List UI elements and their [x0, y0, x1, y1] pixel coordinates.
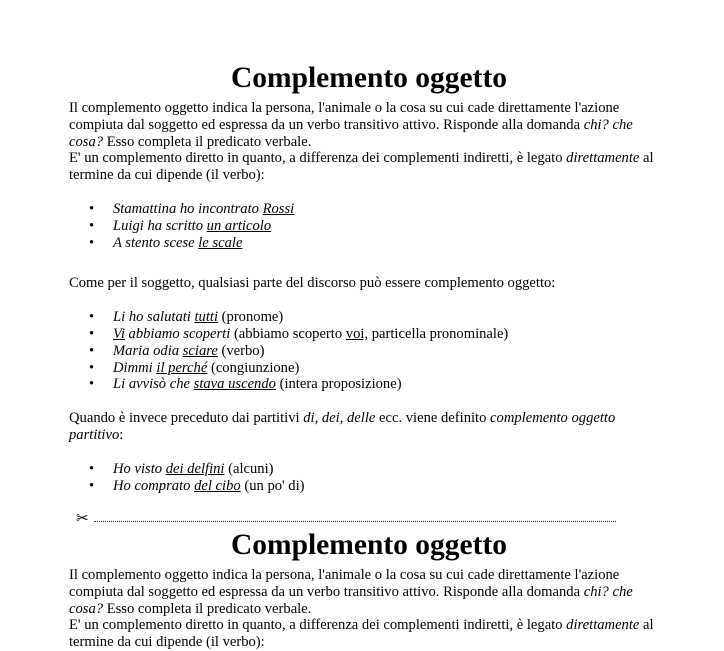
direct-object: del cibo	[194, 477, 241, 494]
list-item	[69, 376, 669, 393]
document-copy-1	[69, 61, 669, 494]
example-note: particella pronominale)	[368, 325, 509, 342]
example-note: (alcuni)	[224, 460, 274, 477]
bullet: •	[89, 460, 95, 477]
list-item	[69, 309, 669, 326]
direct-object: tutti	[194, 309, 219, 326]
examples-list-3	[69, 461, 669, 495]
example-text: Li ho salutati	[113, 309, 195, 326]
direct-object: Vi	[113, 325, 125, 342]
intro-text: Esso completa il predicato verbale.	[103, 133, 312, 150]
partitive-text: :	[119, 426, 124, 443]
bullet: •	[89, 376, 95, 393]
example-note-underlined: voi,	[345, 325, 369, 342]
intro-question: chi? che cosa?	[69, 116, 633, 150]
direct-object: stava uscendo	[193, 376, 276, 393]
list-item	[69, 461, 669, 478]
intro-text: Il complemento oggetto indica la persona, l'animale o la cosa su cui cade direttamente l'azione compiuta dal soggetto ed espressa da un verbo transitivo attivo. Risponde alla domanda	[69, 567, 620, 600]
intro-question: chi? che cosa?	[69, 583, 633, 617]
direct-object: le scale	[198, 234, 243, 251]
page-title: Complemento oggetto	[230, 62, 508, 94]
example-text: Ho comprato	[113, 477, 195, 494]
bullet: •	[89, 359, 95, 376]
bullet: •	[89, 342, 95, 359]
cut-line	[76, 510, 616, 528]
example-text: Dimmi	[113, 359, 157, 376]
examples-list-2	[69, 309, 669, 393]
list-item	[69, 478, 669, 495]
intro-paragraph-2	[69, 150, 669, 184]
list-item	[69, 235, 669, 252]
intro-text: Il complemento oggetto indica la persona, l'animale o la cosa su cui cade direttamente l'azione compiuta dal soggetto ed espressa da un verbo transitivo attivo. Risponde alla domanda	[69, 100, 620, 133]
partitive-text: Quando è invece preceduto dai partitivi	[69, 410, 304, 427]
example-text: Ho visto	[113, 460, 166, 477]
example-text: A stento scese	[113, 234, 199, 251]
example-text: Maria odia	[113, 342, 183, 359]
intro-emphasis: direttamente	[566, 617, 640, 634]
scissors-icon: ✂	[76, 511, 89, 527]
intro-text: al termine da cui dipende (il verbo):	[69, 617, 654, 651]
list-item	[69, 326, 669, 343]
intro-text: Esso completa il predicato verbale.	[103, 600, 312, 617]
direct-object: Rossi	[262, 200, 295, 217]
direct-object: un articolo	[206, 217, 272, 234]
intro-text: E' un complemento diretto in quanto, a differenza dei complementi indiretti, è legato	[69, 617, 567, 634]
examples-list-1	[69, 201, 669, 251]
intro-paragraph-1	[69, 100, 669, 150]
example-note: (pronome)	[218, 309, 284, 326]
example-text: abbiamo scoperti	[124, 325, 231, 342]
example-note: (un po' di)	[240, 477, 305, 494]
example-text: Stamattina ho incontrato	[113, 200, 263, 217]
direct-object: sciare	[182, 342, 218, 359]
paragraph-partitive	[69, 410, 669, 444]
bullet: •	[89, 217, 95, 234]
list-item	[69, 360, 669, 377]
intro-text: E' un complemento diretto in quanto, a differenza dei complementi indiretti, è legato	[69, 150, 567, 167]
intro-emphasis: direttamente	[566, 150, 640, 167]
bullet: •	[89, 477, 95, 494]
example-text: Luigi ha scritto	[113, 217, 207, 234]
paragraph-any-part: Come per il soggetto, qualsiasi parte del discorso può essere complemento oggetto:	[69, 275, 556, 292]
example-note: (congiunzione)	[207, 359, 300, 376]
bullet: •	[89, 309, 95, 326]
list-item	[69, 218, 669, 235]
bullet: •	[89, 325, 95, 342]
direct-object: il perché	[156, 359, 208, 376]
partitive-emphasis: complemento oggetto partitivo	[69, 410, 616, 443]
example-text: Li avvisò che	[113, 376, 194, 393]
list-item	[69, 343, 669, 360]
example-note: (intera proposizione)	[275, 376, 402, 393]
bullet: •	[89, 234, 95, 251]
direct-object: dei delfini	[165, 460, 225, 477]
intro-paragraph-2	[69, 617, 669, 651]
intro-paragraph-1	[69, 567, 669, 617]
example-note: (abbiamo scoperto	[230, 325, 346, 342]
dotted-line	[94, 521, 616, 522]
bullet: •	[89, 200, 95, 217]
partitive-emphasis: di, dei, delle	[303, 410, 376, 427]
document-copy-2	[69, 528, 669, 651]
list-item	[69, 201, 669, 218]
partitive-text: ecc. viene definito	[375, 410, 491, 427]
example-note: (verbo)	[217, 342, 265, 359]
page-title: Complemento oggetto	[230, 529, 508, 561]
intro-text: al termine da cui dipende (il verbo):	[69, 150, 654, 184]
